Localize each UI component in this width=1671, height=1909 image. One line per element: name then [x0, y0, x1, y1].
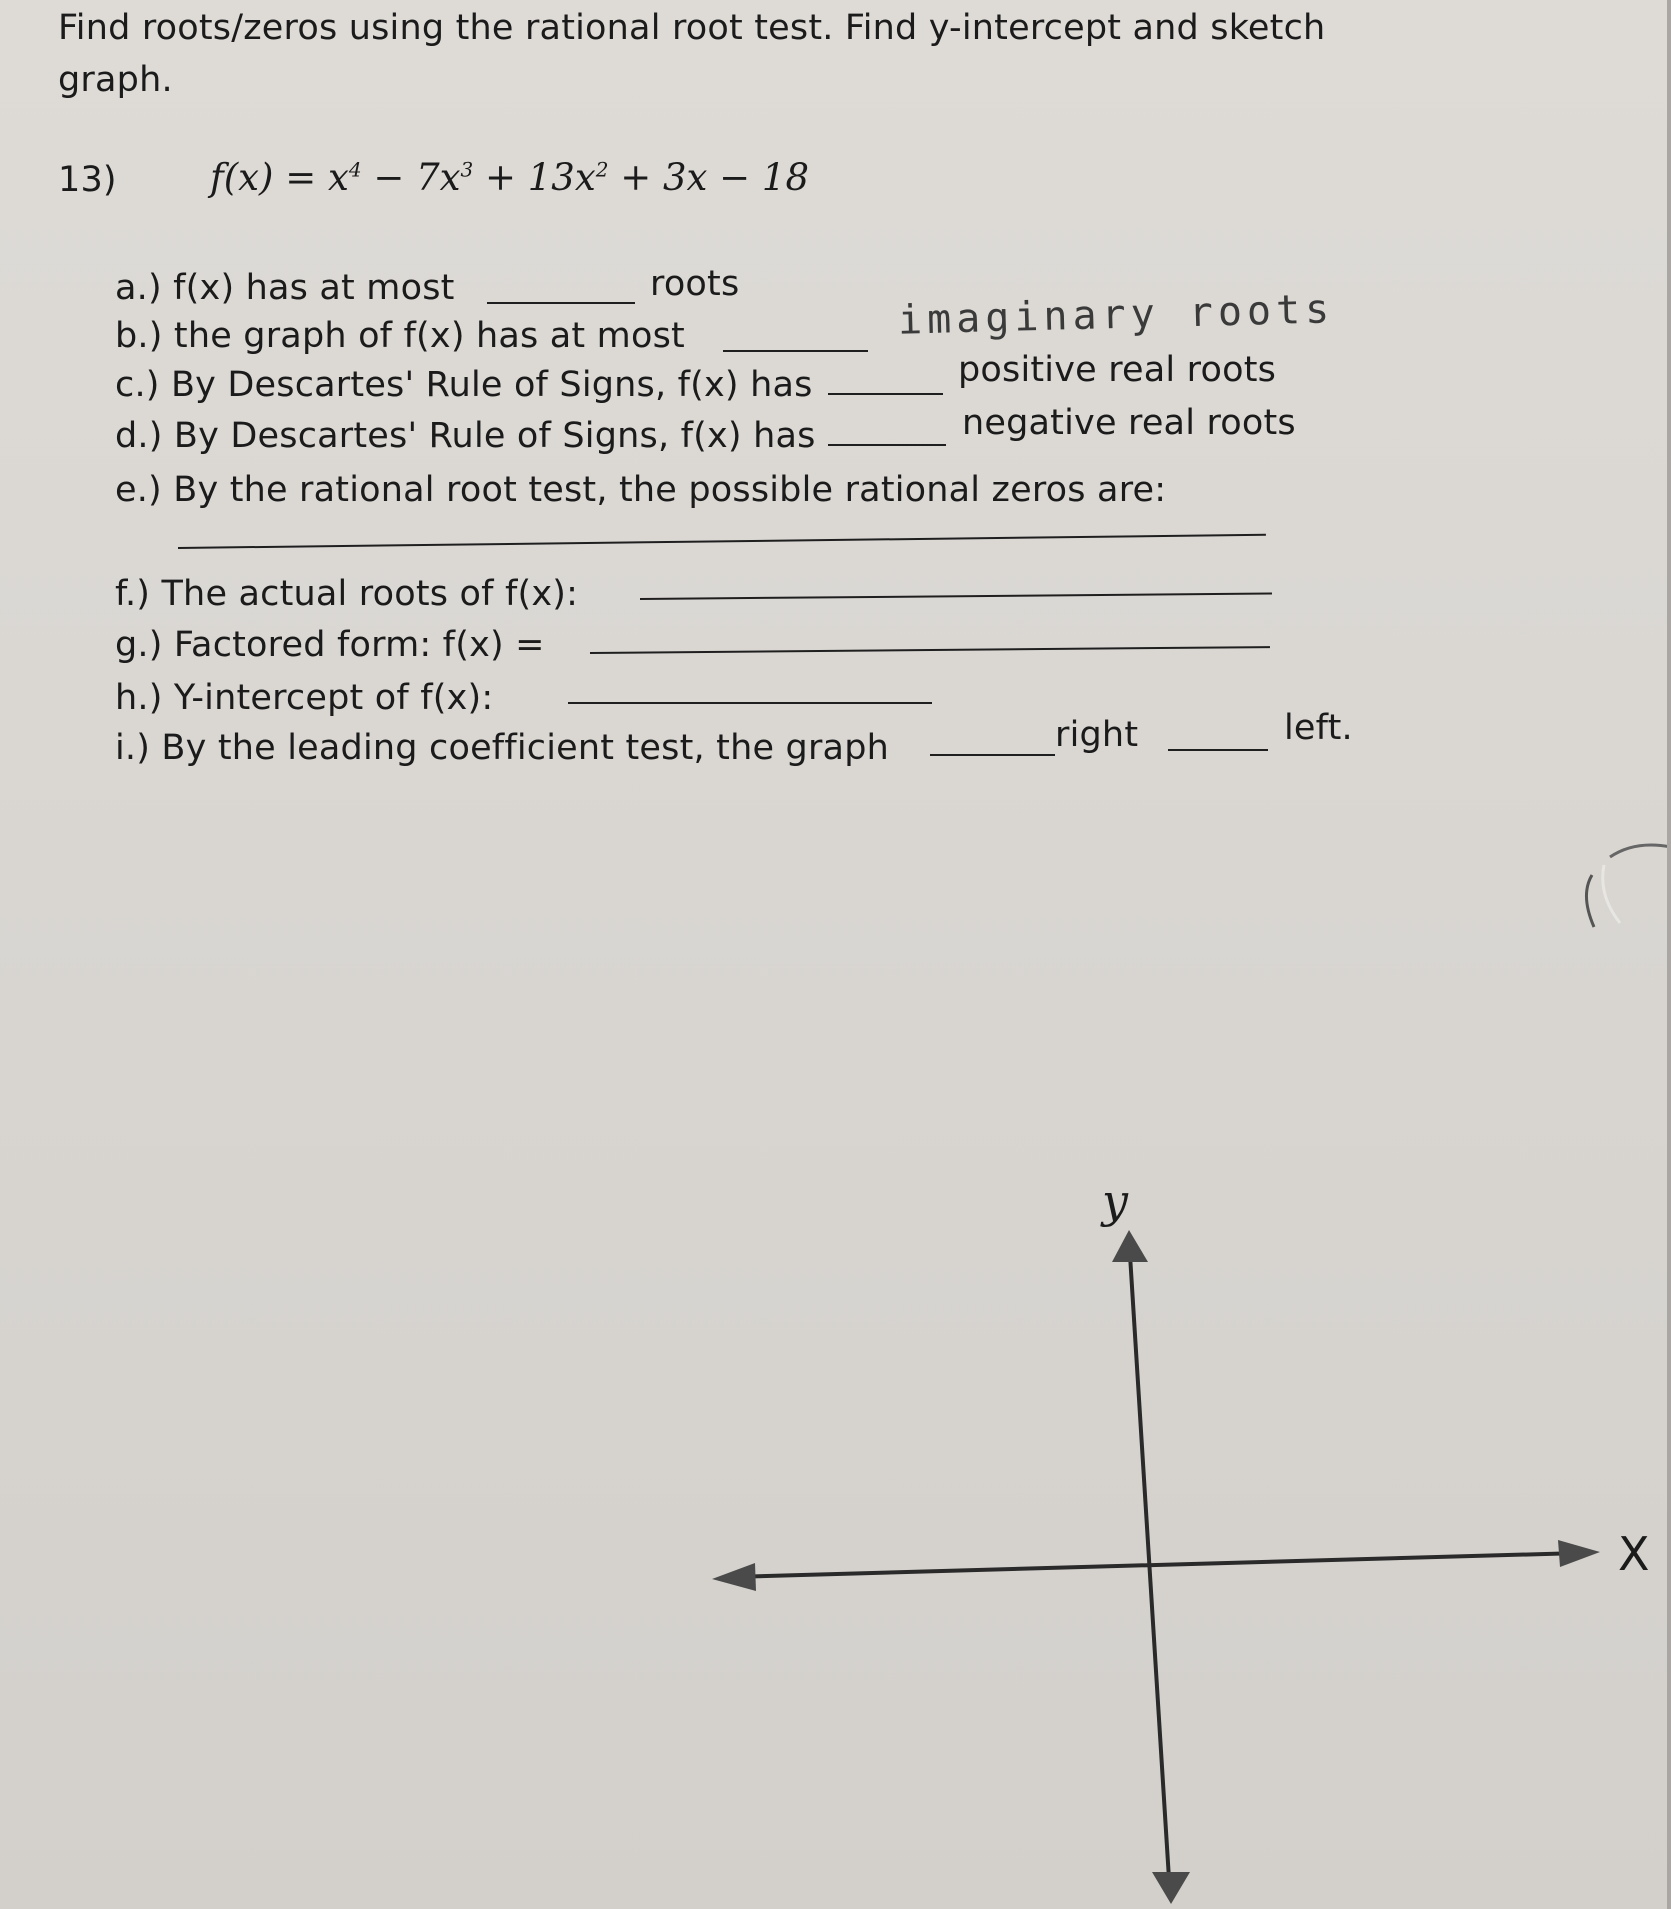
x-axis-left-arrow-icon	[712, 1563, 756, 1591]
item-i-blank-left[interactable]	[1168, 749, 1268, 751]
item-b-handwritten: imaginary roots	[897, 286, 1335, 344]
eq-exp4: 4	[348, 157, 362, 182]
eq-exp3: 3	[460, 157, 474, 182]
x-axis-line	[730, 1553, 1580, 1577]
item-e-blank[interactable]	[178, 534, 1266, 549]
item-f-blank[interactable]	[640, 592, 1272, 600]
y-axis-label: y	[1102, 1174, 1128, 1228]
item-d-prefix: d.) By Descartes' Rule of Signs, f(x) has	[115, 416, 816, 456]
item-a-blank[interactable]	[487, 302, 635, 304]
coordinate-axes	[700, 1180, 1660, 1909]
item-h-blank[interactable]	[568, 702, 932, 704]
eq-exp2: 2	[595, 157, 609, 182]
problem-number: 13)	[58, 160, 117, 200]
x-axis-label: X	[1618, 1527, 1650, 1581]
y-axis-up-arrow-icon	[1112, 1230, 1148, 1262]
y-axis-down-arrow-icon	[1152, 1872, 1190, 1904]
item-a-suffix: roots	[650, 264, 740, 304]
item-c-prefix: c.) By Descartes' Rule of Signs, f(x) has	[115, 365, 813, 405]
eq-term4: + 3x − 18	[608, 156, 809, 199]
item-g-blank[interactable]	[590, 646, 1270, 654]
item-g-prefix: g.) Factored form: f(x) =	[115, 625, 545, 665]
item-d-suffix: negative real roots	[962, 403, 1296, 443]
item-c-suffix: positive real roots	[958, 350, 1277, 390]
item-f-prefix: f.) The actual roots of f(x):	[115, 574, 579, 614]
item-b-blank[interactable]	[723, 350, 868, 352]
item-a-prefix: a.) f(x) has at most	[115, 268, 455, 308]
item-e-prefix: e.) By the rational root test, the possible rational zeros are:	[115, 470, 1167, 510]
item-b-prefix: b.) the graph of f(x) has at most	[115, 316, 685, 356]
instructions-line-2: graph.	[58, 60, 173, 100]
item-c-blank[interactable]	[828, 393, 943, 395]
item-i-mid: right	[1055, 715, 1139, 755]
eq-term3: + 13x	[473, 156, 596, 199]
instructions-line-1: Find roots/zeros using the rational root test. Find y-intercept and sketch	[58, 8, 1326, 48]
item-i-suffix: left.	[1284, 708, 1353, 748]
y-axis-line	[1130, 1255, 1170, 1895]
item-i-blank-right[interactable]	[930, 754, 1055, 756]
item-d-blank[interactable]	[828, 444, 946, 446]
x-axis-right-arrow-icon	[1558, 1540, 1600, 1567]
pencil-scribble-icon	[1580, 835, 1671, 945]
page-edge-shadow	[1667, 0, 1671, 1909]
eq-lhs: f(x) = x	[210, 156, 349, 199]
eq-term2: − 7x	[361, 156, 461, 199]
item-h-prefix: h.) Y-intercept of f(x):	[115, 678, 494, 718]
item-i-prefix: i.) By the leading coefficient test, the graph	[115, 728, 889, 768]
polynomial-equation	[210, 156, 809, 199]
